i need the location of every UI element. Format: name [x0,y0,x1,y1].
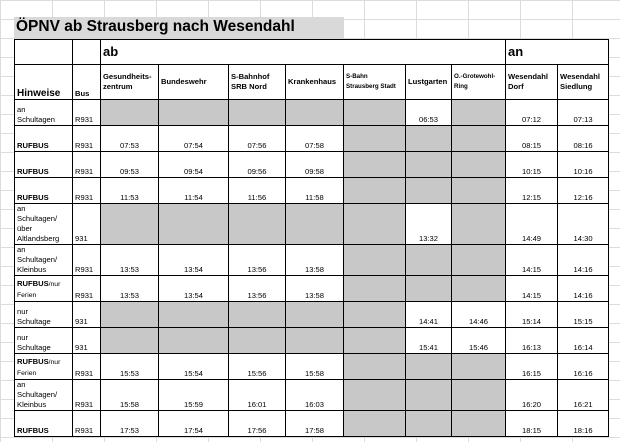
stop-header: Lustgarten [406,65,452,100]
time-cell: 14:49 [506,204,558,245]
time-cell: 10:16 [558,152,609,178]
time-cell: 15:58 [101,380,159,411]
bus-cell: R931 [73,380,101,411]
an-header: an [506,40,609,65]
timetable [14,39,609,437]
time-cell: 16:13 [506,328,558,354]
time-cell: 07:56 [229,126,286,152]
empty-time-cell [344,152,406,178]
hinweis-cell: an Schultagen/ über Altlandsberg [15,204,73,245]
empty-time-cell [452,276,506,302]
time-cell: 16:16 [558,354,609,380]
time-cell: 13:54 [159,245,229,276]
time-cell: 13:56 [229,245,286,276]
time-cell: 18:16 [558,411,609,437]
empty-time-cell [286,328,344,354]
empty-time-cell [452,100,506,126]
empty-time-cell [344,354,406,380]
empty-time-cell [229,204,286,245]
time-cell: 12:16 [558,178,609,204]
hinweis-cell: an Schultagen/ Kleinbus [15,245,73,276]
time-cell: 16:01 [229,380,286,411]
stop-header: Wesendahl Siedlung [558,65,609,100]
bus-cell: 931 [73,328,101,354]
time-cell: 17:54 [159,411,229,437]
hinweis-note: /nur Ferien [17,281,61,299]
hinweis-cell: RUFBUS [15,152,73,178]
bus-cell: R931 [73,276,101,302]
bus-cell: R931 [73,178,101,204]
time-cell: 14:41 [406,302,452,328]
empty-time-cell [229,302,286,328]
time-cell: 11:53 [101,178,159,204]
stop-header: Krankenhaus [286,65,344,100]
time-cell: 18:15 [506,411,558,437]
time-cell: 07:53 [101,126,159,152]
hinweis-note: /nur Ferien [17,359,61,377]
time-cell: 14:30 [558,204,609,245]
table-row [15,328,609,354]
empty-time-cell [229,100,286,126]
empty-time-cell [452,245,506,276]
time-cell: 07:54 [159,126,229,152]
hinweis-cell: an Schultagen [15,100,73,126]
empty-time-cell [101,302,159,328]
time-cell: 11:58 [286,178,344,204]
hinweise-header: Hinweise [15,65,73,100]
table-row [15,204,609,245]
empty-time-cell [159,204,229,245]
time-cell: 16:03 [286,380,344,411]
table-row [15,152,609,178]
empty-time-cell [452,411,506,437]
page-title: ÖPNV ab Strausberg nach Wesendahl [16,18,295,35]
empty-time-cell [452,354,506,380]
bus-cell: R931 [73,126,101,152]
time-cell: 08:16 [558,126,609,152]
table-row [15,126,609,152]
empty-time-cell [406,245,452,276]
empty-time-cell [344,380,406,411]
table-row [15,178,609,204]
empty-time-cell [101,100,159,126]
bus-cell: R931 [73,100,101,126]
time-cell: 15:41 [406,328,452,354]
bus-cell: R931 [73,411,101,437]
empty-time-cell [159,100,229,126]
time-cell: 17:58 [286,411,344,437]
time-cell: 11:56 [229,178,286,204]
time-cell: 14:16 [558,245,609,276]
hinweis-cell: nur Schultage [15,302,73,328]
header-row-direction [15,40,609,65]
hinweis-cell: RUFBUS/nur Ferien [15,276,73,302]
bus-header: Bus [73,65,101,100]
empty-time-cell [452,178,506,204]
time-cell: 13:32 [406,204,452,245]
empty-time-cell [406,411,452,437]
empty-time-cell [229,328,286,354]
time-cell: 16:15 [506,354,558,380]
empty-time-cell [286,302,344,328]
empty-time-cell [452,126,506,152]
bus-cell: R931 [73,354,101,380]
empty-time-cell [344,204,406,245]
time-cell: 14:16 [558,276,609,302]
ab-header: ab [101,40,506,65]
time-cell: 16:20 [506,380,558,411]
time-cell: 15:58 [286,354,344,380]
time-cell: 13:58 [286,276,344,302]
empty-time-cell [344,126,406,152]
empty-time-cell [406,152,452,178]
empty-time-cell [101,328,159,354]
empty-time-cell [452,204,506,245]
empty-time-cell [406,380,452,411]
empty-time-cell [344,245,406,276]
time-cell: 09:53 [101,152,159,178]
time-cell: 14:15 [506,276,558,302]
empty-time-cell [286,204,344,245]
time-cell: 15:14 [506,302,558,328]
time-cell: 13:58 [286,245,344,276]
time-cell: 11:54 [159,178,229,204]
time-cell: 17:56 [229,411,286,437]
empty-time-cell [344,100,406,126]
empty-time-cell [344,328,406,354]
empty-time-cell [452,152,506,178]
time-cell: 09:54 [159,152,229,178]
time-cell: 16:21 [558,380,609,411]
table-row [15,380,609,411]
header-row-stops [15,65,609,100]
hinweis-cell: RUFBUS [15,126,73,152]
bus-cell: 931 [73,302,101,328]
time-cell: 14:46 [452,302,506,328]
time-cell: 13:53 [101,276,159,302]
hinweis-cell: RUFBUS/nur Ferien [15,354,73,380]
empty-time-cell [406,354,452,380]
empty-time-cell [101,204,159,245]
hinweis-cell: RUFBUS [15,178,73,204]
empty-time-cell [344,178,406,204]
hinweis-cell: nur Schultage [15,328,73,354]
empty-time-cell [344,276,406,302]
stop-header: Wesendahl Dorf [506,65,558,100]
stop-header: Gesundheits- zentrum [101,65,159,100]
time-cell: 15:56 [229,354,286,380]
bus-cell: 931 [73,204,101,245]
time-cell: 15:54 [159,354,229,380]
stop-header: O.-Grotewohl- Ring [452,65,506,100]
time-cell: 16:14 [558,328,609,354]
time-cell: 14:15 [506,245,558,276]
time-cell: 15:15 [558,302,609,328]
hinweis-cell: RUFBUS [15,411,73,437]
time-cell: 13:54 [159,276,229,302]
time-cell: 08:15 [506,126,558,152]
bus-cell: R931 [73,152,101,178]
time-cell: 15:59 [159,380,229,411]
time-cell: 07:13 [558,100,609,126]
table-row [15,302,609,328]
table-row [15,354,609,380]
stop-header: S-Bahn Strausberg Stadt [344,65,406,100]
empty-time-cell [159,328,229,354]
time-cell: 15:53 [101,354,159,380]
stop-header: S-Bahnhof SRB Nord [229,65,286,100]
empty-time-cell [406,126,452,152]
time-cell: 13:53 [101,245,159,276]
empty-time-cell [286,100,344,126]
empty-time-cell [406,178,452,204]
empty-time-cell [344,302,406,328]
time-cell: 17:53 [101,411,159,437]
empty-time-cell [452,380,506,411]
time-cell: 07:12 [506,100,558,126]
time-cell: 12:15 [506,178,558,204]
table-row [15,276,609,302]
empty-time-cell [344,411,406,437]
time-cell: 13:56 [229,276,286,302]
time-cell: 10:15 [506,152,558,178]
time-cell: 09:56 [229,152,286,178]
time-cell: 09:58 [286,152,344,178]
time-cell: 15:46 [452,328,506,354]
stop-header: Bundeswehr [159,65,229,100]
empty-time-cell [159,302,229,328]
hinweis-cell: an Schultagen/ Kleinbus [15,380,73,411]
table-row [15,100,609,126]
time-cell: 07:58 [286,126,344,152]
time-cell: 06:53 [406,100,452,126]
bus-cell: R931 [73,245,101,276]
table-row [15,245,609,276]
table-row [15,411,609,437]
empty-time-cell [406,276,452,302]
